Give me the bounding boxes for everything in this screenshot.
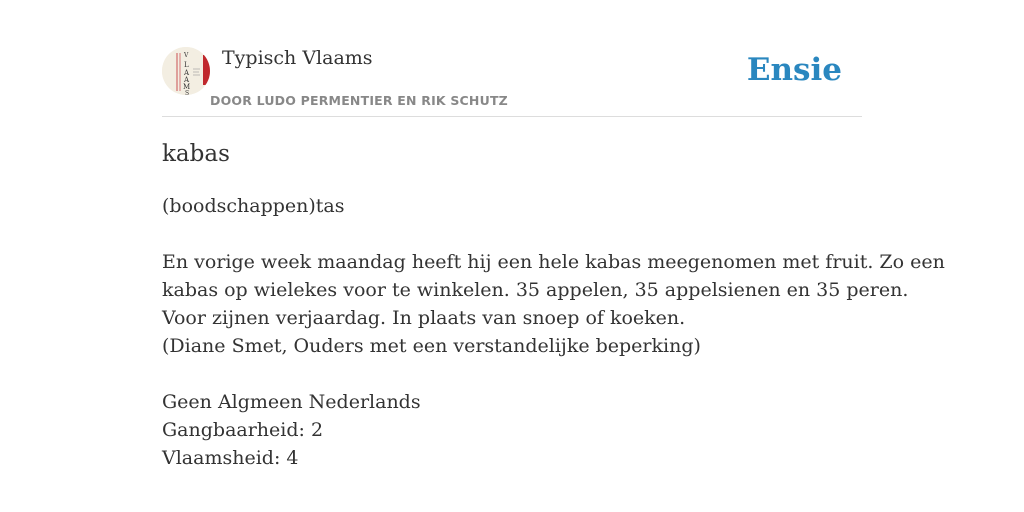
example-line: kabas op wielekes voor te winkelen. 35 appelen, 35 appelsienen en 35 peren. — [162, 279, 909, 301]
blank-line — [162, 220, 862, 248]
book-title[interactable]: Typisch Vlaams — [222, 47, 373, 69]
svg-text:L: L — [184, 61, 189, 69]
example-line: Voor zijnen verjaardag. In plaats van snoep of koeken. — [162, 307, 686, 329]
entry-card — [162, 0, 945, 512]
example-line: En vorige week maandag heeft hij een hele kabas meegenomen met fruit. Zo een — [162, 251, 945, 273]
gangbaarheid-score: Gangbaarheid: 2 — [162, 419, 324, 441]
svg-text:A: A — [184, 69, 190, 77]
entry-definition: (boodschappen)tas — [162, 195, 345, 217]
svg-text:M: M — [183, 83, 191, 91]
book-cover-icon[interactable] — [162, 47, 210, 95]
header — [162, 0, 862, 117]
svg-text:V: V — [184, 52, 189, 59]
blank-line — [162, 360, 862, 388]
svg-text:A: A — [184, 76, 190, 84]
brand-logo[interactable]: Ensie — [746, 52, 842, 88]
language-note: Geen Algmeen Nederlands — [162, 391, 421, 413]
entry-body — [162, 192, 945, 472]
example-source: (Diane Smet, Ouders met een verstandelijke beperking) — [162, 335, 701, 357]
book-authors: DOOR LUDO PERMENTIER EN RIK SCHUTZ — [210, 93, 508, 108]
entry-term: kabas — [162, 141, 230, 167]
vlaamsheid-score: Vlaamsheid: 4 — [162, 447, 299, 469]
svg-text:S: S — [185, 90, 190, 95]
